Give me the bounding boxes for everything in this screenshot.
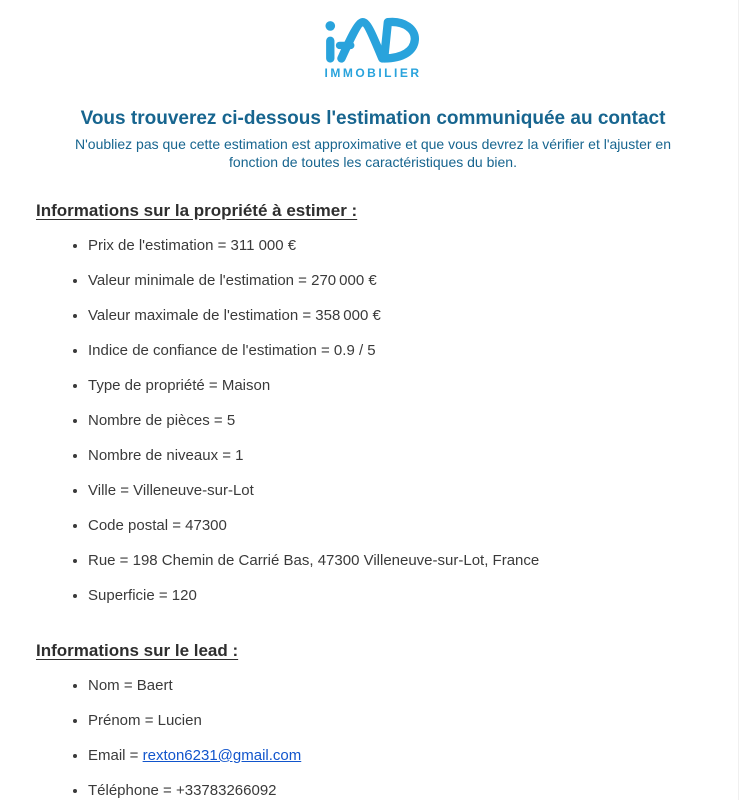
list-item: • Email = rexton6231@gmail.com bbox=[88, 747, 746, 765]
list-item: • Superficie = 120 bbox=[88, 587, 746, 605]
section-heading-lead: Informations sur le lead : bbox=[36, 640, 239, 660]
page-subtitle: N'oubliez pas que cette estimation est approximative et que vous devrez la vérifier et l'ajuster en fonction de toutes les caractéristiques du bien. bbox=[75, 135, 671, 170]
property-info-list bbox=[0, 237, 746, 605]
list-item: • Nombre de niveaux = 1 bbox=[88, 447, 746, 465]
section-lead bbox=[0, 641, 746, 800]
page-title: Vous trouverez ci-dessous l'estimation communiquée au contact bbox=[80, 108, 666, 129]
iad-logo-icon bbox=[321, 12, 425, 64]
page-right-edge-divider bbox=[738, 0, 739, 800]
list-item: • Nom = Baert bbox=[88, 677, 746, 695]
section-property bbox=[0, 201, 746, 605]
list-item: • Valeur maximale de l'estimation = 358 000 € bbox=[88, 307, 746, 325]
list-item: • Téléphone = +33783266092 bbox=[88, 782, 746, 800]
iad-logo bbox=[313, 12, 433, 80]
list-item: • Rue = 198 Chemin de Carrié Bas, 47300 Villeneuve-sur-Lot, France bbox=[88, 552, 746, 570]
email-link[interactable]: rexton6231@gmail.com bbox=[142, 746, 302, 764]
list-item: • Prix de l'estimation = 311 000 € bbox=[88, 237, 746, 255]
logo-subtitle: IMMOBILIER bbox=[324, 66, 422, 80]
list-item: • Nombre de pièces = 5 bbox=[88, 412, 746, 430]
list-item: • Prénom = Lucien bbox=[88, 712, 746, 730]
list-item: • Indice de confiance de l'estimation = 0.9 / 5 bbox=[88, 342, 746, 360]
list-item: • Code postal = 47300 bbox=[88, 517, 746, 535]
list-item: • Valeur minimale de l'estimation = 270 000 € bbox=[88, 272, 746, 290]
lead-info-list bbox=[0, 677, 746, 800]
list-item: • Ville = Villeneuve-sur-Lot bbox=[88, 482, 746, 500]
list-item: • Type de propriété = Maison bbox=[88, 377, 746, 395]
section-heading-property: Informations sur la propriété à estimer : bbox=[36, 200, 358, 220]
